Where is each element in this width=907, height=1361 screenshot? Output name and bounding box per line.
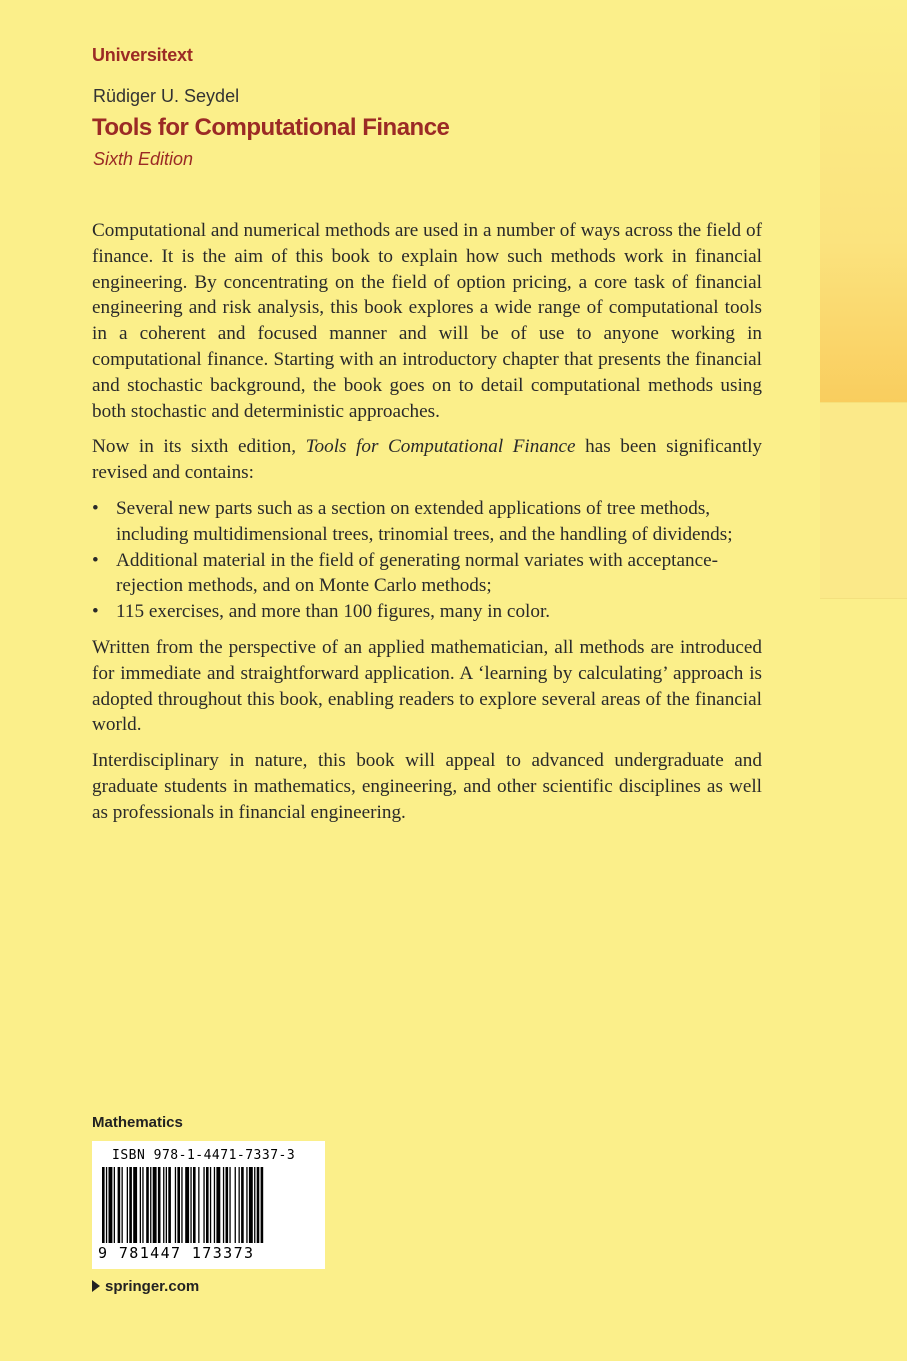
website-text: springer.com xyxy=(105,1278,200,1295)
barcode-bar xyxy=(193,1167,196,1243)
blurb-paragraph-2 xyxy=(92,434,762,486)
barcode-bar xyxy=(181,1167,182,1243)
barcode-bar xyxy=(129,1167,132,1243)
barcode-bar xyxy=(235,1167,236,1243)
barcode-bar xyxy=(127,1167,128,1243)
barcode-bar xyxy=(102,1167,105,1243)
list-item: • Several new parts such as a section on extended applications of tree methods, including multidimensional trees, trinomial trees, and the handling of dividends; xyxy=(116,496,762,548)
barcode-bar xyxy=(206,1167,209,1243)
barcode-bar xyxy=(198,1167,199,1243)
barcode-bar xyxy=(142,1167,143,1243)
publisher-website xyxy=(92,1278,199,1295)
list-item: • 115 exercises, and more than 100 figures, many in color. xyxy=(116,599,762,625)
barcode-bar xyxy=(133,1167,137,1243)
paragraph-2-tail: has been significantly revised and contains: xyxy=(92,436,762,484)
barcode-bar xyxy=(163,1167,164,1243)
barcode-bar xyxy=(185,1167,189,1243)
barcode-bar xyxy=(177,1167,180,1243)
barcode-bar xyxy=(109,1167,113,1243)
edition-label: Sixth Edition xyxy=(93,149,194,169)
isbn-text: ISBN 978-1-4471-7337-3 xyxy=(112,1148,296,1163)
barcode-bar xyxy=(223,1167,224,1243)
barcode-bar xyxy=(216,1167,220,1243)
spine-middle-segment xyxy=(820,402,907,599)
feature-list xyxy=(92,496,762,625)
list-item: • Additional material in the field of generating normal variates with acceptance-rejection methods, and on Monte Carlo methods; xyxy=(116,548,762,600)
barcode-bar xyxy=(249,1167,253,1243)
barcode-bar xyxy=(158,1167,161,1243)
barcode-bar xyxy=(210,1167,211,1243)
paragraph-2-book-title: Tools for Computational Finance xyxy=(305,436,576,458)
book-title: Tools for Computational Finance xyxy=(92,114,450,141)
blurb-paragraph-1: Computational and numerical methods are used in a number of ways across the field of finance. It is the aim of this book to explain how such methods work in financial engineering. By concentrating on the field of option pricing, a core task of financial engineering and risk analysis, this book explores a wide range of computational tools in a coherent and focused manner and will be of use to anyone working in computational finance. Starting with an introductory chapter that presents the financial and stochastic background, the book goes on to detail computational methods using both stochastic and deterministic approaches. xyxy=(92,220,762,422)
barcode-bar xyxy=(246,1167,247,1243)
barcode-bar xyxy=(168,1167,171,1243)
series-name: Universitext xyxy=(92,45,193,65)
spine-lower-segment xyxy=(820,598,907,1361)
barcode-digits: 9 781447 173373 xyxy=(98,1244,255,1262)
barcode-bars xyxy=(102,1167,315,1243)
barcode-bar xyxy=(261,1167,264,1243)
barcode-bar xyxy=(153,1167,157,1243)
barcode-bar xyxy=(166,1167,167,1243)
barcode-bar xyxy=(150,1167,151,1243)
barcode-bar xyxy=(203,1167,204,1243)
barcode-bar xyxy=(118,1167,121,1243)
barcode-bar xyxy=(140,1167,141,1243)
author-name: Rüdiger U. Seydel xyxy=(93,86,240,106)
barcode-bar xyxy=(175,1167,176,1243)
barcode-bar xyxy=(190,1167,191,1243)
blurb-paragraph-4: Interdisciplinary in nature, this book will appeal to advanced undergraduate and graduate students in mathematics, engineering, and other scientific disciplines as well as professionals in financial engineering. xyxy=(92,750,762,823)
barcode-bar xyxy=(254,1167,255,1243)
blurb-paragraph-3: Written from the perspective of an applied mathematician, all methods are introduced for immediate and straightforward application. A ‘learning by calculating’ approach is adopted throughout this book, enabling readers to explore several areas of the financial world. xyxy=(92,636,762,736)
barcode-bar xyxy=(214,1167,215,1243)
barcode-label xyxy=(92,1141,325,1269)
barcode-bar xyxy=(241,1167,244,1243)
barcode-bar xyxy=(257,1167,260,1243)
subject-label: Mathematics xyxy=(92,1114,183,1131)
spine-gradient-segment xyxy=(820,0,907,402)
paragraph-2-lead: Now in its sixth edition, xyxy=(92,436,306,458)
barcode-bar xyxy=(239,1167,240,1243)
barcode-bar xyxy=(106,1167,107,1243)
barcode-bar xyxy=(122,1167,123,1243)
barcode-bar xyxy=(226,1167,229,1243)
blurb xyxy=(92,218,762,836)
cover-spine-band xyxy=(820,0,907,1360)
arrow-right-icon xyxy=(92,1280,100,1292)
barcode-bar xyxy=(114,1167,115,1243)
barcode-bar xyxy=(146,1167,149,1243)
barcode-bar xyxy=(229,1167,230,1243)
